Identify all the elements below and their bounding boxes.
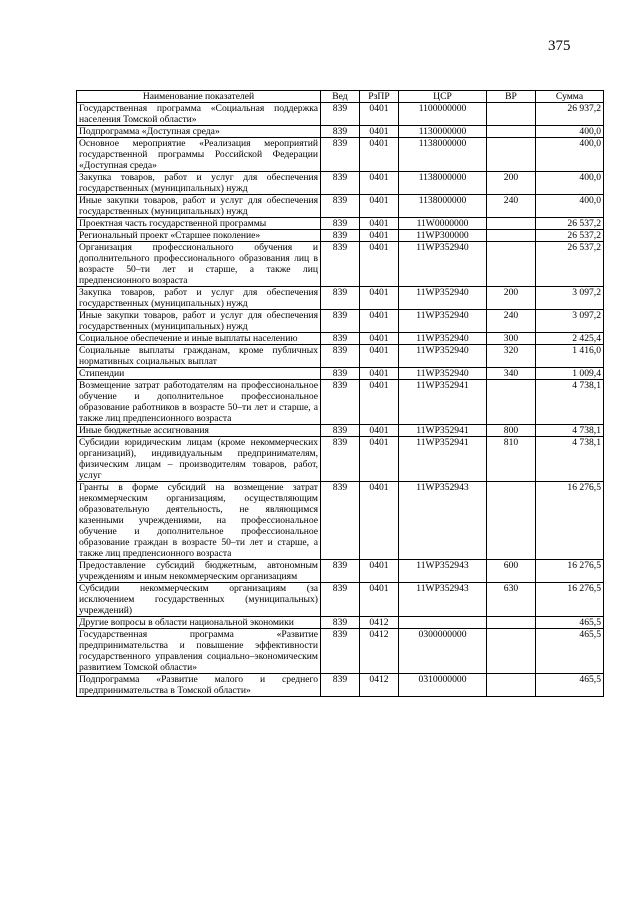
cell-rzpr: 0401: [360, 195, 399, 218]
cell-rzpr: 0401: [360, 333, 399, 345]
cell-sum: 3 097,2: [536, 310, 604, 333]
cell-rzpr: 0401: [360, 172, 399, 195]
cell-vr: 200: [487, 172, 536, 195]
cell-ved: 839: [321, 126, 360, 138]
cell-csr: 1138000000: [399, 172, 487, 195]
cell-ved: 839: [321, 674, 360, 697]
cell-csr: 11WP352941: [399, 437, 487, 482]
cell-name: Иные закупки товаров, работ и услуг для обеспечения государственных (муниципальных) нужд: [77, 195, 321, 218]
cell-name: Другие вопросы в области национальной экономики: [77, 617, 321, 629]
cell-rzpr: 0401: [360, 380, 399, 425]
table-row: [77, 425, 604, 437]
cell-sum: 1 416,0: [536, 345, 604, 368]
cell-sum: 400,0: [536, 195, 604, 218]
cell-vr: [487, 218, 536, 230]
cell-csr: 11WP352940: [399, 345, 487, 368]
cell-sum: 3 097,2: [536, 287, 604, 310]
header-ved: Вед: [321, 91, 360, 103]
cell-csr: 1130000000: [399, 126, 487, 138]
cell-ved: 839: [321, 333, 360, 345]
cell-ved: 839: [321, 629, 360, 674]
header-rzpr: РзПР: [360, 91, 399, 103]
table-row: [77, 138, 604, 172]
table-row: [77, 617, 604, 629]
cell-sum: 1 009,4: [536, 368, 604, 380]
cell-sum: 465,5: [536, 674, 604, 697]
cell-sum: 2 425,4: [536, 333, 604, 345]
cell-sum: 400,0: [536, 172, 604, 195]
cell-csr: 0300000000: [399, 629, 487, 674]
table-row: [77, 195, 604, 218]
cell-name: Закупка товаров, работ и услуг для обеспечения государственных (муниципальных) нужд: [77, 287, 321, 310]
cell-sum: 16 276,5: [536, 482, 604, 560]
cell-name: Подпрограмма «Развитие малого и среднего предпринимательства в Томской области»: [77, 674, 321, 697]
cell-vr: 320: [487, 345, 536, 368]
cell-rzpr: 0401: [360, 583, 399, 617]
cell-vr: 800: [487, 425, 536, 437]
page-number: 375: [548, 38, 571, 54]
table-row: [77, 482, 604, 560]
cell-csr: 11WP352940: [399, 368, 487, 380]
cell-csr: 1100000000: [399, 103, 487, 126]
budget-table: [76, 90, 604, 697]
table-row: [77, 560, 604, 583]
cell-name: Предоставление субсидий бюджетным, автономным учреждениям и иным некоммерческим организациям: [77, 560, 321, 583]
cell-ved: 839: [321, 230, 360, 242]
cell-vr: 630: [487, 583, 536, 617]
cell-sum: 16 276,5: [536, 583, 604, 617]
cell-name: Государственная программа «Социальная поддержка населения Томской области»: [77, 103, 321, 126]
cell-csr: 1138000000: [399, 138, 487, 172]
table-row: [77, 345, 604, 368]
cell-name: Организация профессионального обучения и дополнительного профессионального образования лиц в возрасте 50–ти лет и старше, а также лиц предпенсионного возраста: [77, 242, 321, 287]
cell-ved: 839: [321, 583, 360, 617]
cell-rzpr: 0412: [360, 629, 399, 674]
cell-sum: 26 537,2: [536, 242, 604, 287]
cell-ved: 839: [321, 380, 360, 425]
cell-rzpr: 0412: [360, 674, 399, 697]
table-row: [77, 629, 604, 674]
cell-ved: 839: [321, 242, 360, 287]
cell-rzpr: 0401: [360, 425, 399, 437]
cell-rzpr: 0401: [360, 287, 399, 310]
cell-vr: [487, 380, 536, 425]
cell-rzpr: 0412: [360, 617, 399, 629]
table-row: [77, 368, 604, 380]
cell-ved: 839: [321, 287, 360, 310]
cell-ved: 839: [321, 218, 360, 230]
table-row: [77, 437, 604, 482]
cell-sum: 4 738,1: [536, 380, 604, 425]
cell-csr: 11WP352941: [399, 425, 487, 437]
table-row: [77, 287, 604, 310]
cell-ved: 839: [321, 310, 360, 333]
header-name: Наименование показателей: [77, 91, 321, 103]
cell-ved: 839: [321, 368, 360, 380]
table-row: [77, 242, 604, 287]
cell-rzpr: 0401: [360, 138, 399, 172]
cell-sum: 400,0: [536, 138, 604, 172]
cell-rzpr: 0401: [360, 218, 399, 230]
table-body: [77, 103, 604, 697]
cell-csr: [399, 617, 487, 629]
table-row: [77, 310, 604, 333]
cell-sum: 4 738,1: [536, 437, 604, 482]
cell-name: Субсидии некоммерческим организациям (за исключением государственных (муниципальных) учреждений): [77, 583, 321, 617]
cell-vr: [487, 674, 536, 697]
table-row: [77, 583, 604, 617]
cell-name: Стипендии: [77, 368, 321, 380]
cell-ved: 839: [321, 345, 360, 368]
cell-csr: 11WP352943: [399, 482, 487, 560]
cell-sum: 26 937,2: [536, 103, 604, 126]
cell-vr: [487, 230, 536, 242]
cell-vr: [487, 617, 536, 629]
table-row: [77, 674, 604, 697]
cell-vr: [487, 103, 536, 126]
cell-rzpr: 0401: [360, 126, 399, 138]
cell-name: Закупка товаров, работ и услуг для обеспечения государственных (муниципальных) нужд: [77, 172, 321, 195]
cell-name: Основное мероприятие «Реализация мероприятий государственной программы Российской Федерации «Доступная среда»: [77, 138, 321, 172]
cell-sum: 4 738,1: [536, 425, 604, 437]
cell-csr: 11WP352940: [399, 310, 487, 333]
cell-ved: 839: [321, 103, 360, 126]
cell-vr: 200: [487, 287, 536, 310]
cell-name: Социальное обеспечение и иные выплаты населению: [77, 333, 321, 345]
cell-name: Возмещение затрат работодателям на профессиональное обучение и дополнительное профессиональное образование работников в возрасте 50–ти лет и старше, а также лиц предпенсионного возраста: [77, 380, 321, 425]
cell-name: Региональный проект «Старшее поколение»: [77, 230, 321, 242]
cell-vr: 600: [487, 560, 536, 583]
table-row: [77, 218, 604, 230]
cell-sum: 400,0: [536, 126, 604, 138]
cell-rzpr: 0401: [360, 437, 399, 482]
cell-csr: 11WP352943: [399, 583, 487, 617]
cell-rzpr: 0401: [360, 230, 399, 242]
cell-ved: 839: [321, 617, 360, 629]
cell-sum: 26 537,2: [536, 230, 604, 242]
cell-vr: 240: [487, 195, 536, 218]
cell-rzpr: 0401: [360, 242, 399, 287]
cell-sum: 465,5: [536, 617, 604, 629]
cell-ved: 839: [321, 425, 360, 437]
cell-name: Подпрограмма «Доступная среда»: [77, 126, 321, 138]
cell-name: Иные закупки товаров, работ и услуг для обеспечения государственных (муниципальных) нужд: [77, 310, 321, 333]
cell-vr: 240: [487, 310, 536, 333]
cell-ved: 839: [321, 482, 360, 560]
cell-csr: 11WP352943: [399, 560, 487, 583]
cell-csr: 11WP352940: [399, 242, 487, 287]
cell-ved: 839: [321, 172, 360, 195]
cell-sum: 16 276,5: [536, 560, 604, 583]
cell-csr: 11W0000000: [399, 218, 487, 230]
cell-rzpr: 0401: [360, 310, 399, 333]
cell-name: Субсидии юридическим лицам (кроме некоммерческих организаций), индивидуальным предпринимателям, физическим лицам – производителям товаров, работ, услуг: [77, 437, 321, 482]
cell-rzpr: 0401: [360, 482, 399, 560]
table-header-row: [77, 91, 604, 103]
cell-csr: 0310000000: [399, 674, 487, 697]
table-row: [77, 103, 604, 126]
table-row: [77, 172, 604, 195]
cell-name: Социальные выплаты гражданам, кроме публичных нормативных социальных выплат: [77, 345, 321, 368]
cell-csr: 1138000000: [399, 195, 487, 218]
cell-vr: 810: [487, 437, 536, 482]
cell-vr: [487, 629, 536, 674]
header-sum: Сумма: [536, 91, 604, 103]
cell-name: Гранты в форме субсидий на возмещение затрат некоммерческим организациям, осуществляющим образовательную деятельность, не являющимся казенными учреждениями, на профессиональное обучение и дополнительное профессиональное образование граждан в возрасте 50–ти лет и старше, а также лиц предпенсионного возраста: [77, 482, 321, 560]
cell-vr: [487, 126, 536, 138]
cell-vr: 340: [487, 368, 536, 380]
cell-vr: [487, 138, 536, 172]
cell-rzpr: 0401: [360, 368, 399, 380]
cell-rzpr: 0401: [360, 103, 399, 126]
cell-ved: 839: [321, 195, 360, 218]
cell-vr: 300: [487, 333, 536, 345]
cell-ved: 839: [321, 437, 360, 482]
table-row: [77, 126, 604, 138]
table-row: [77, 333, 604, 345]
cell-name: Проектная часть государственной программы: [77, 218, 321, 230]
table-row: [77, 230, 604, 242]
cell-sum: 26 537,2: [536, 218, 604, 230]
cell-name: Государственная программа «Развитие предпринимательства и повышение эффективности государственного управления социально–экономическим развитием Томской области»: [77, 629, 321, 674]
cell-vr: [487, 242, 536, 287]
cell-ved: 839: [321, 560, 360, 583]
cell-ved: 839: [321, 138, 360, 172]
cell-csr: 11WP300000: [399, 230, 487, 242]
cell-csr: 11WP352940: [399, 287, 487, 310]
header-vr: ВР: [487, 91, 536, 103]
cell-csr: 11WP352941: [399, 380, 487, 425]
cell-sum: 465,5: [536, 629, 604, 674]
cell-csr: 11WP352940: [399, 333, 487, 345]
cell-rzpr: 0401: [360, 560, 399, 583]
cell-rzpr: 0401: [360, 345, 399, 368]
cell-name: Иные бюджетные ассигнования: [77, 425, 321, 437]
cell-vr: [487, 482, 536, 560]
header-csr: ЦСР: [399, 91, 487, 103]
table-row: [77, 380, 604, 425]
